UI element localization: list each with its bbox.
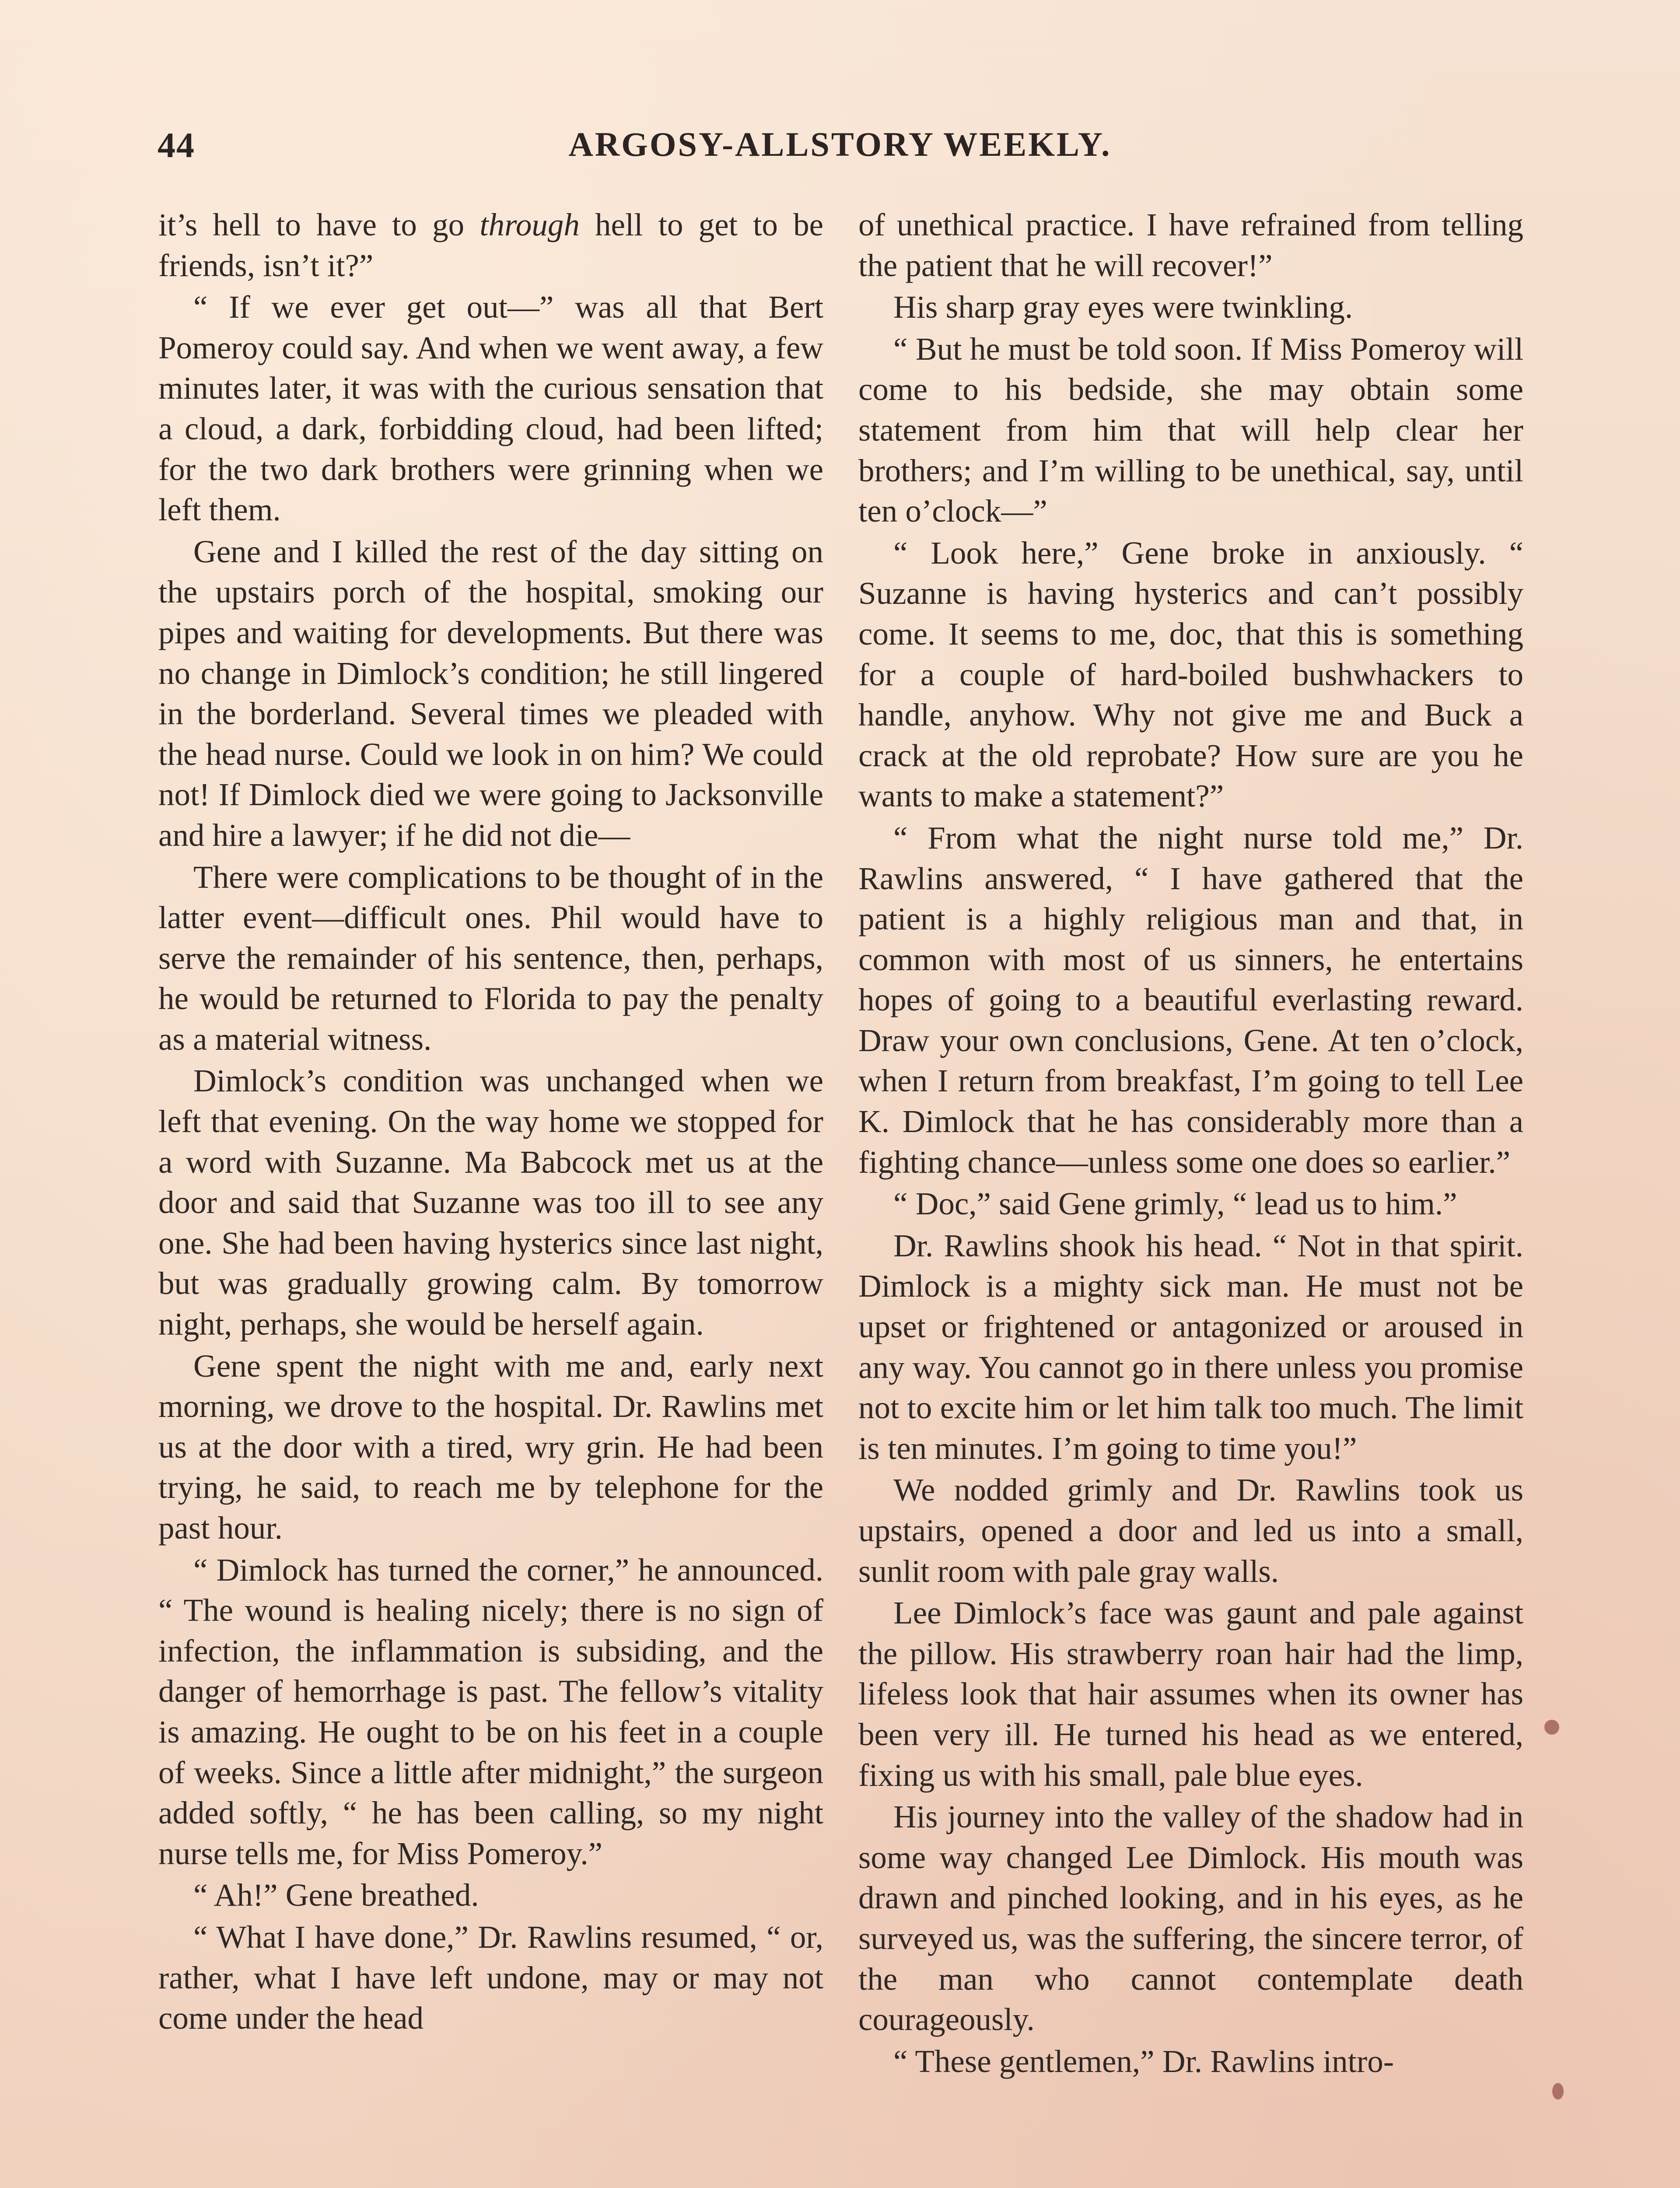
page-number: 44 [158,125,195,165]
paragraph: Lee Dimlock’s face was gaunt and pale against the pillow. His strawberry roan hair had the limp, lifeless look that hair assumes when its owner has been very ill. He turned his head as we entered, fixing us with his small, pale blue eyes. [858,1595,1523,1793]
paragraph: Gene spent the night with me and, early next morning, we drove to the hospital. Dr. Rawlins met us at the door with a tired, wry grin. He had been trying, he said, to reach me by telephone for the past hour. [158,1348,823,1546]
paragraph: of unethical practice. I have refrained from telling the patient that he will recover!” [858,207,1523,283]
paragraph: “ Dimlock has turned the corner,” he announced. “ The wound is healing nicely; there is no sign of infection, the inflammation is subsiding, and the danger of hemorrhage is past. The fellow’s vitality is amazing. He ought to be on his feet in a couple of weeks. Since a little after midnight,” the surgeon added softly, “ he has been calling, so my night nurse tells me, for Miss Pomeroy.” [158,1552,823,1871]
paragraph: it’s hell to have to go through hell to get to be friends, isn’t it?” [158,207,823,283]
paper-stain [1544,1720,1559,1735]
paragraph: His sharp gray eyes were twinkling. [893,289,1353,325]
paragraph: “ These gentlemen,” Dr. Rawlins intro- [893,2043,1394,2079]
paragraph: Dr. Rawlins shook his head. “ Not in that spirit. Dimlock is a mighty sick man. He must not be upset or frightened or antagonized or aroused in any way. You cannot go in there unless you promise not to excite him or let him talk too much. The limit is ten minutes. I’m going to time you!” [858,1227,1523,1466]
paragraph: We nodded grimly and Dr. Rawlins took us upstairs, opened a door and led us into a small, sunlit room with pale gray walls. [858,1472,1523,1589]
paragraph: Dimlock’s condition was unchanged when we left that evening. On the way home we stopped for a word with Suzanne. Ma Babcock met us at the door and said that Suzanne was too ill to see any one. She had been having hysterics since last night, but was gradually growing calm. By tomorrow night, perhaps, she would be herself again. [158,1063,823,1342]
running-head: ARGOSY-ALLSTORY WEEKLY. [568,125,1112,163]
paragraph: “ From what the night nurse told me,” Dr. Rawlins answered, “ I have gathered that the patient is a highly religious man and that, in common with most of us sinners, he entertains hopes of going to a beautiful everlasting reward. Draw your own conclusions, Gene. At ten o’clock, when I return from breakfast, I’m going to tell Lee K. Dimlock that he has considerably more than a fighting chance—unless some one does so earlier.” [858,820,1523,1180]
paragraph: “ Ah!” Gene breathed. [193,1877,479,1913]
paragraph: “ If we ever get out—” was all that Bert Pomeroy could say. And when we went away, a few minutes later, it was with the curious sensation that a cloud, a dark, forbidding cloud, had been lifted; for the two dark brothers were grinning when we left them. [158,289,823,528]
paragraph: “ Look here,” Gene broke in anxiously. “ Suzanne is having hysterics and can’t possibly come. It seems to me, doc, that this is something for a couple of hard-boiled bushwhackers to handle, anyhow. Why not give me and Buck a crack at the old reprobate? How sure are you he wants to make a statement?” [858,535,1523,814]
paragraph: “ Doc,” said Gene grimly, “ lead us to him.” [893,1186,1457,1222]
paragraph: His journey into the valley of the shadow had in some way changed Lee Dimlock. His mouth was drawn and pinched looking, and in his eyes, as he surveyed us, was the suffering, the sincere terror, of the man who cannot contemplate death courageously. [858,1799,1523,2037]
paragraph: “ What I have done,” Dr. Rawlins resumed, “ or, rather, what I have left undone, may or may not come under the head [158,1919,823,2036]
right-column [858,205,1523,2082]
paragraph: There were complications to be thought of in the latter event—difficult ones. Phil would have to serve the remainder of his sentence, then, perhaps, he would be returned to Florida to pay the penalty as a material witness. [158,859,823,1057]
paper-stain [1552,2083,1564,2100]
paragraph: Gene and I killed the rest of the day sitting on the upstairs porch of the hospital, smoking our pipes and waiting for developments. But there was no change in Dimlock’s condition; he still lingered in the borderland. Several times we pleaded with the head nurse. Could we look in on him? We could not! If Dimlock died we were going to Jacksonville and hire a lawyer; if he did not die— [158,533,823,853]
paragraph: “ But he must be told soon. If Miss Pomeroy will come to his bedside, she may obtain some statement from him that will help clear her brothers; and I’m willing to be unethical, say, until ten o’clock—” [858,331,1523,529]
left-column [158,205,823,2039]
emphasis: through [480,207,580,242]
